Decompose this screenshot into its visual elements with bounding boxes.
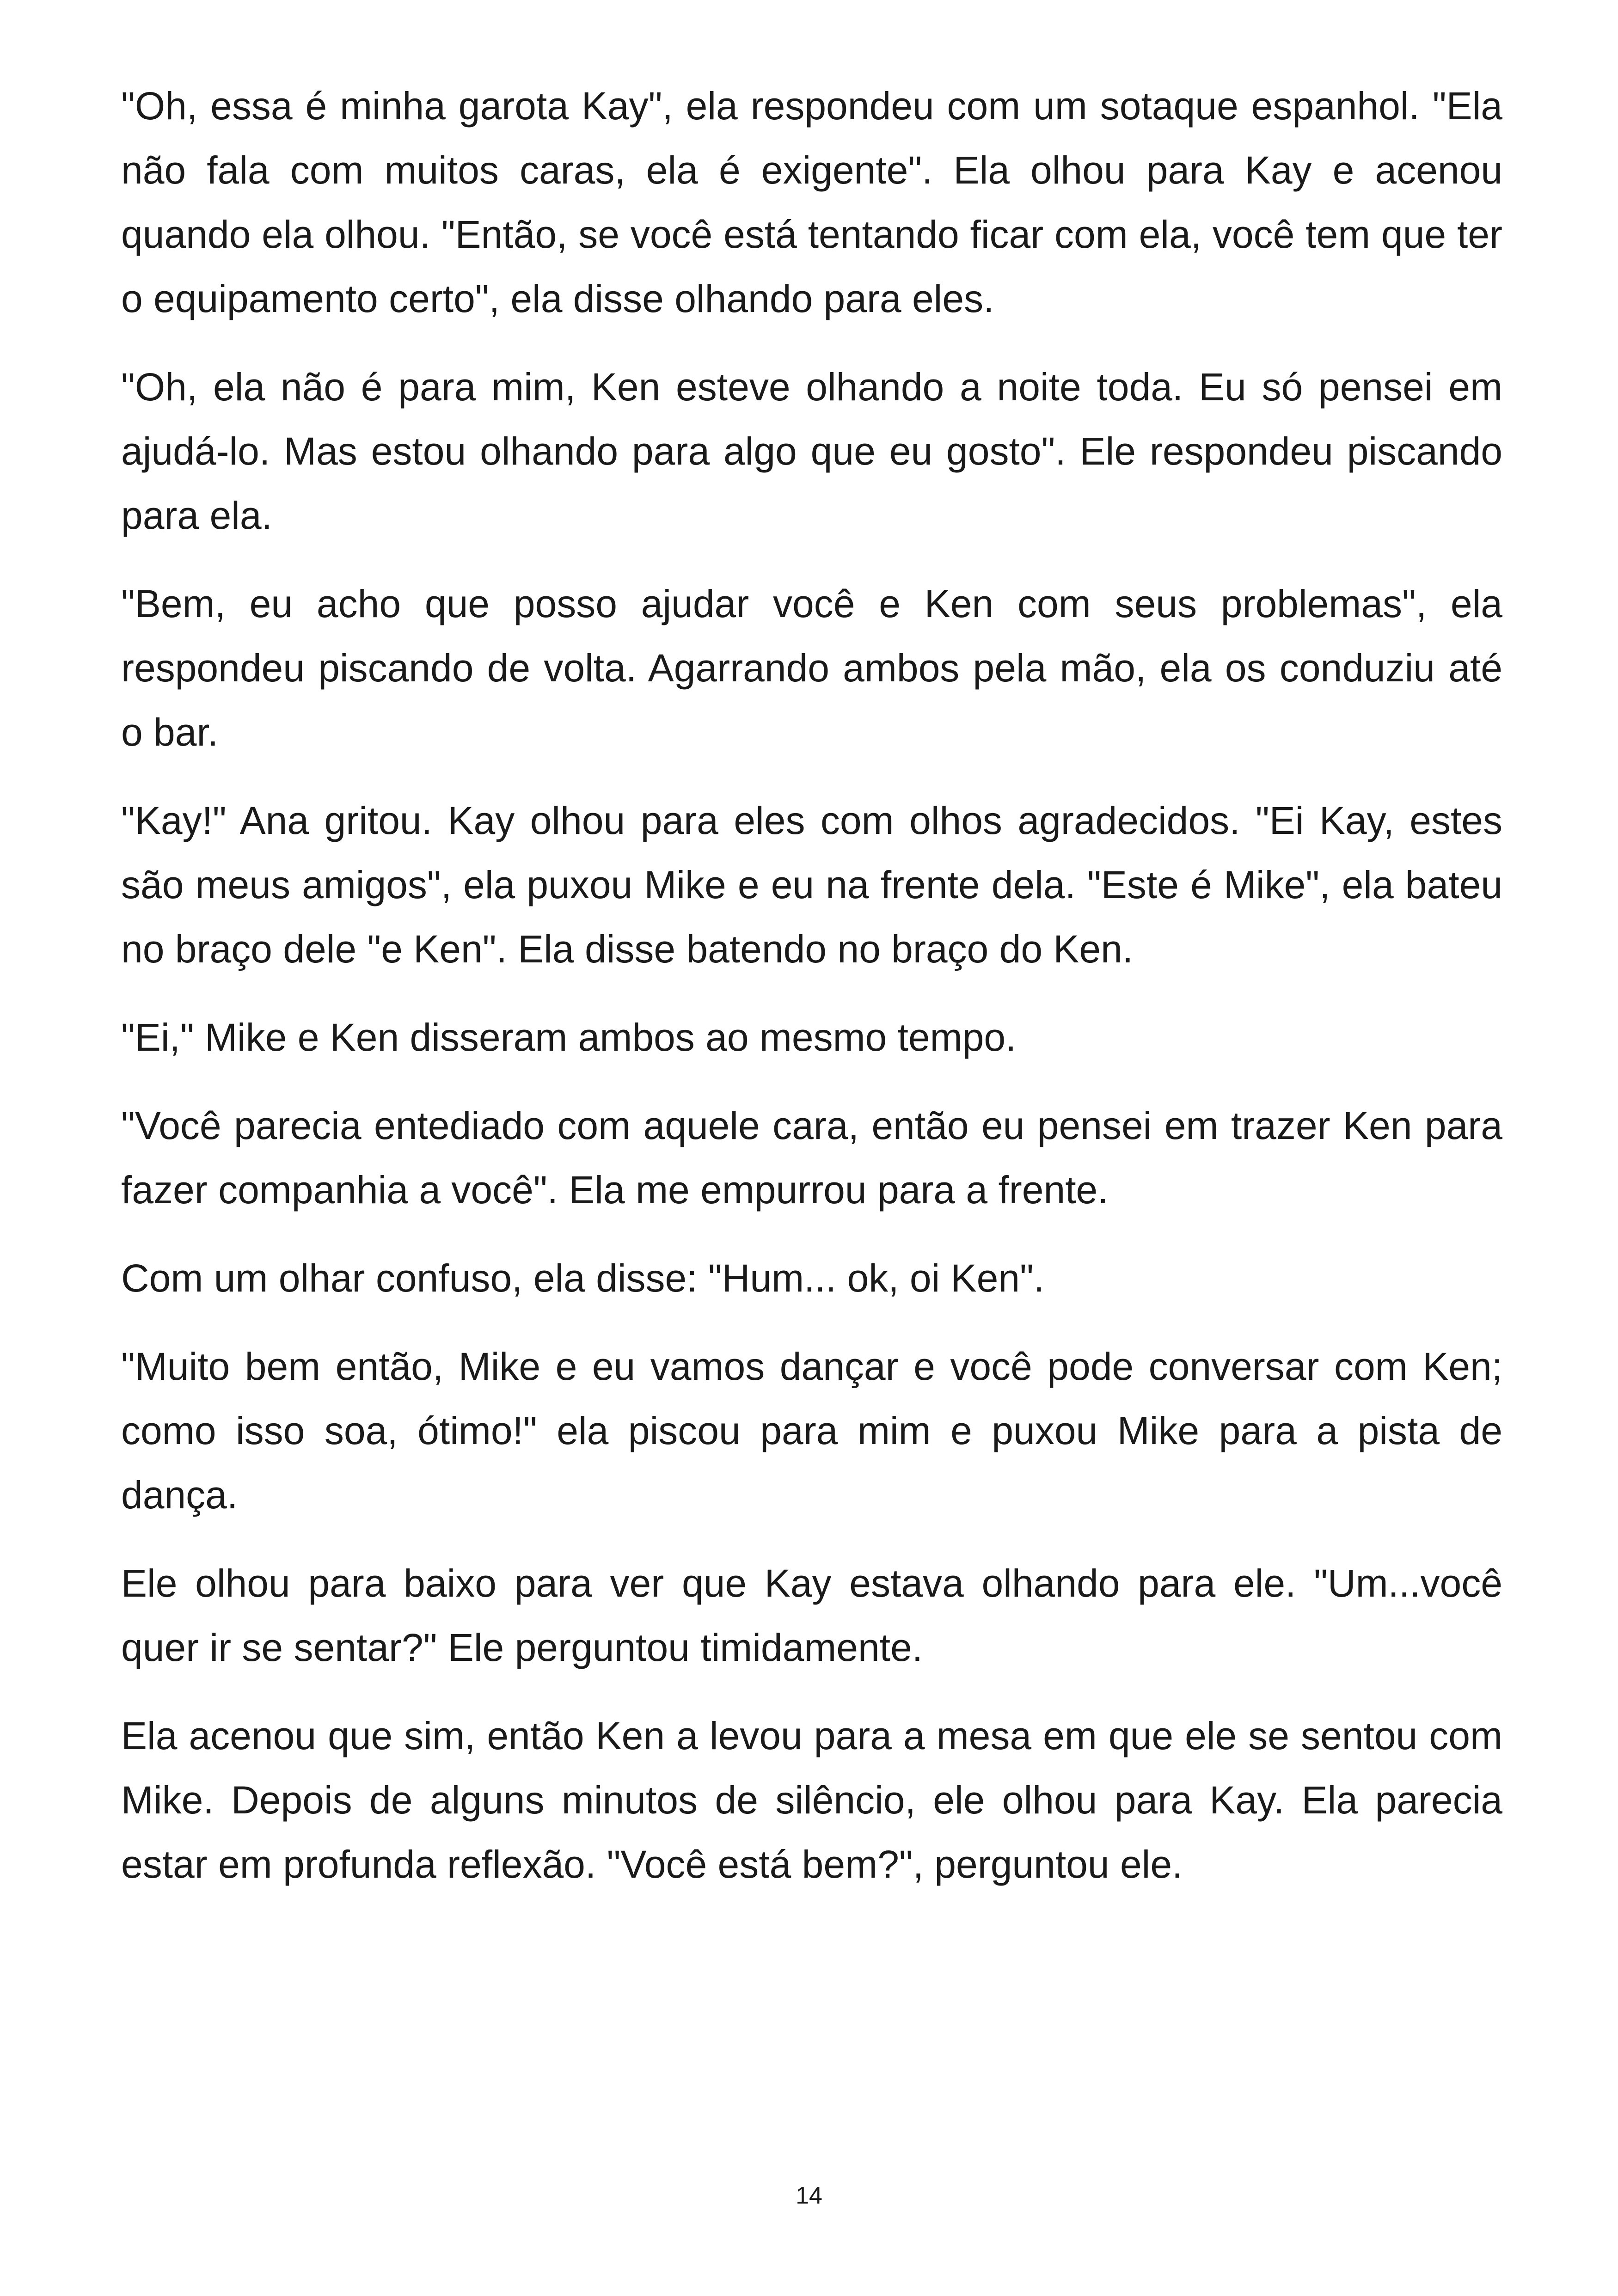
paragraph-6: "Você parecia entediado com aquele cara, então eu pensei em trazer Ken para fazer companhia a você". Ela me empurrou para a frente.	[121, 1104, 1502, 1212]
paragraph-7: Com um olhar confuso, ela disse: "Hum... ok, oi Ken".	[121, 1256, 1045, 1300]
page-number: 14	[796, 2182, 822, 2209]
paragraph-2: "Oh, ela não é para mim, Ken esteve olhando a noite toda. Eu só pensei em ajudá-lo. Mas estou olhando para algo que eu gosto". Ele respondeu piscando para ela.	[121, 365, 1502, 537]
paragraph-10: Ela acenou que sim, então Ken a levou para a mesa em que ele se sentou com Mike. Depois de alguns minutos de silêncio, ele olhou para Kay. Ela parecia estar em profunda reflexão. "Você está bem?", perguntou ele.	[121, 1714, 1502, 1886]
paragraph-3: "Bem, eu acho que posso ajudar você e Ken com seus problemas", ela respondeu piscando de volta. Agarrando ambos pela mão, ela os conduziu até o bar.	[121, 582, 1502, 754]
paragraph-8: "Muito bem então, Mike e eu vamos dançar e você pode conversar com Ken; como isso soa, ótimo!" ela piscou para mim e puxou Mike para a pista de dança.	[121, 1345, 1502, 1517]
paragraph-5: "Ei," Mike e Ken disseram ambos ao mesmo tempo.	[121, 1016, 1017, 1059]
paragraph-1: "Oh, essa é minha garota Kay", ela respondeu com um sotaque espanhol. "Ela não fala com muitos caras, ela é exigente". Ela olhou para Kay e acenou quando ela olhou. "Então, se você está tentando ficar com ela, você tem que ter o equipamento certo", ela disse olhando para eles.	[121, 84, 1502, 320]
body-text	[121, 74, 1502, 1921]
paragraph-9: Ele olhou para baixo para ver que Kay estava olhando para ele. "Um...você quer ir se sentar?" Ele perguntou timidamente.	[121, 1561, 1502, 1669]
paragraph-4: "Kay!" Ana gritou. Kay olhou para eles com olhos agradecidos. "Ei Kay, estes são meus amigos", ela puxou Mike e eu na frente dela. "Este é Mike", ela bateu no braço dele "e Ken". Ela disse batendo no braço do Ken.	[121, 799, 1502, 971]
